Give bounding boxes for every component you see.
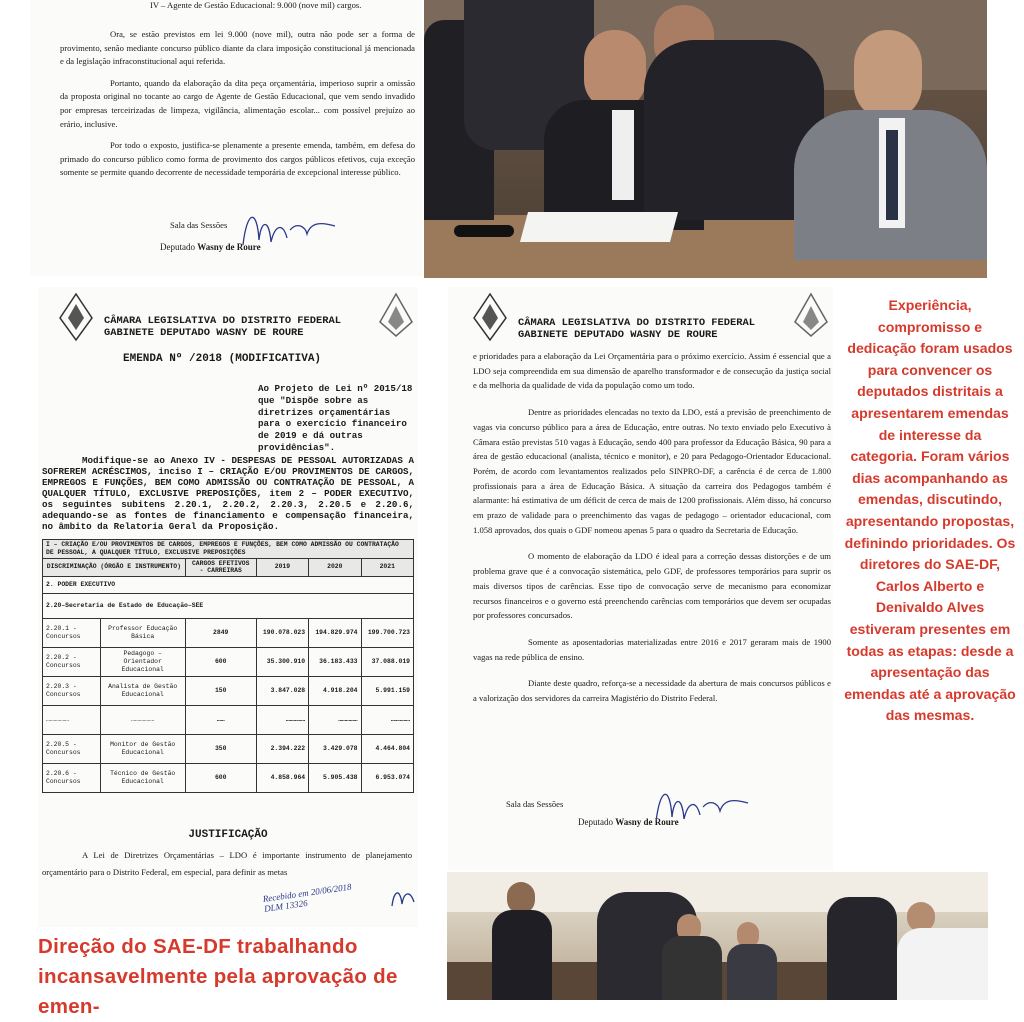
doc-paragraph: Dentre as prioridades elencadas no texto da LDO, está a previsão de preenchimento de vagas via concurso público para a área de Educação, entre outras. No texto enviado pelo Executivo à Câmara estão previstas 510 vagas à Educação, sendo 400 para professor da Educação Básica, 90 para a área de gestão educacional (analista, técnico e monitor), e 20 para Pedagogo-Orientador Educacional. Porém, de acordo com levantamentos realizados pelo SINPRO-DF, a carência é de cerca de 1.800 profissionais para a área de Educação Básica. A situação da carreira dos Pedagogos também é alarmante: há estimativa de um déficit de cerca de mais de 1200 profissionais. Além disso, há concurso em prazo de validade para o preenchimento das vagas de pedagogo – orientador educacional, com 1.058 aprovados, dos quais o GDF nomeou apenas 5 para o quadro da Secretaria de Educação. (473, 407, 831, 535)
row-cargo: Professor Educação Básica (100, 618, 185, 647)
column-header: 2021 (361, 558, 413, 577)
handwritten-initials (388, 882, 418, 912)
row-value-2019: 3.847.028 (256, 676, 308, 705)
row-quantity: 600 (185, 763, 256, 792)
column-header: 2020 (309, 558, 361, 577)
row-value-2021: 6.953.074 (361, 763, 413, 792)
row-value-2021: …………… (361, 705, 413, 734)
row-value-2021: 5.991.159 (361, 676, 413, 705)
document-page-top-left (30, 0, 422, 276)
row-value-2020: 194.829.974 (309, 618, 361, 647)
table-row (43, 763, 414, 792)
table-title: I – CRIAÇÃO E/OU PROVIMENTOS DE CARGOS, EMPREGOS E FUNÇÕES, BEM COMO ADMISSÃO OU CONTRATAÇÃO DE PESSOAL, A QUALQUER TÍTULO, EXCLUSIVE PREPOSIÇÕES (43, 540, 414, 559)
row-value-2020: 5.905.438 (309, 763, 361, 792)
signature-prefix: Deputado (160, 242, 195, 252)
column-header: 2019 (256, 558, 308, 577)
emenda-title: EMENDA Nº /2018 (MODIFICATIVA) (123, 353, 322, 365)
column-header: DISCRIMINAÇÃO (ÓRGÃO E INSTRUMENTO) (43, 558, 186, 577)
doc-closing: Sala das Sessões (170, 220, 228, 230)
institution-name: CÂMARA LEGISLATIVA DO DISTRITO FEDERAL (104, 315, 341, 327)
table-row (43, 676, 414, 705)
emenda-reference: Ao Projeto de Lei nº 2015/18 que "Dispõe sobre as diretrizes orçamentárias para o exercício financeiro de 2019 e dá outras providências". (258, 383, 413, 453)
row-value-2019: 2.394.222 (256, 734, 308, 763)
table-row (43, 647, 414, 676)
photo-deputies-reviewing-documents (424, 0, 987, 278)
row-item: 2.20.3 - Concursos (43, 676, 101, 705)
doc-closing: Sala das Sessões (506, 799, 564, 809)
handwritten-signature (648, 777, 758, 837)
row-cargo: Analista de Gestão Educacional (100, 676, 185, 705)
row-value-2021: 199.700.723 (361, 618, 413, 647)
doc-paragraph: e prioridades para a elaboração da Lei Orçamentária para o próximo exercício. Assim é essencial que a LDO seja compreendida em sua dimensão de aparelho transformador e de consecução da justiça social e da melhoria da qualidade de vida da população como um todo. (473, 351, 831, 391)
photo-meeting-room (447, 872, 988, 1000)
caption-bottom: Direção do SAE-DF trabalhando incansavelmente pela aprovação de emen- (38, 935, 398, 1018)
row-value-2019: …………… (256, 705, 308, 734)
row-quantity: 600 (185, 647, 256, 676)
document-page-justification (448, 287, 833, 870)
signature-prefix: Deputado (578, 817, 613, 827)
subsection-row: 2.20–Secretaria de Estado de Educação–SEE (43, 593, 414, 618)
emenda-body: Modifique-se ao Anexo IV - DESPESAS DE PESSOAL AUTORIZADAS A SOFREREM ACRÉSCIMOS, inciso I – CRIAÇÃO E/OU PROVIMENTOS DE CARGOS, EMPREGOS E FUNÇÕES, BEM COMO ADMISSÃO OU CONTRATAÇÃO DE PESSOAL, A QUALQUER TÍTULO, EXCLUSIVE PREPOSIÇÕES, item 2 – PODER EXECUTIVO, os seguintes subitens 2.20.1, 2.20.2, 2.20.3, 2.20.5 e 2.20.6, adequando-se as fontes de financiamento e compensação financeira, no âmbito da Relatoria Geral da Proposição. (42, 455, 414, 532)
chamber-logo (793, 292, 829, 338)
row-item: ……………… (43, 705, 101, 734)
justification-text: A Lei de Diretrizes Orçamentárias – LDO é importante instrumento de planejamento orçamentário para o Distrito Federal, em especial, para definir as metas (42, 850, 412, 877)
handwritten-signature (235, 200, 345, 260)
row-quantity: 350 (185, 734, 256, 763)
row-value-2019: 35.300.910 (256, 647, 308, 676)
doc-header-line: IV – Agente de Gestão Educacional: 9.000 (nove mil) cargos. (150, 0, 362, 10)
doc-paragraph: Diante deste quadro, reforça-se a necessidade da abertura de mais concursos públicos e a valorização dos servidores da carreira Magistério do Distrito Federal. (473, 678, 831, 704)
doc-paragraph: Por todo o exposto, justifica-se plenamente a presente emenda, também, em defesa do primado do concurso público como forma de provimento dos cargos públicos efetivos, cuja exceção somente se permite quando decorrente de necessidade temporária de excepcional interesse público. (60, 140, 415, 178)
row-quantity: 150 (185, 676, 256, 705)
doc-paragraph: Ora, se estão previstos em lei 9.000 (nove mil), outra não pode ser a forma de provimento, senão mediante concurso público diante da clara imposição constitucional já mencionada e da legislação infraconstitucional aqui referida. (60, 29, 415, 67)
budget-table-wrapper (42, 539, 414, 793)
signature-name: Wasny de Roure (615, 817, 679, 827)
coat-of-arms-logo (56, 292, 96, 342)
row-value-2021: 37.088.019 (361, 647, 413, 676)
doc-paragraph: Portanto, quando da elaboração da dita peça orçamentária, imperioso suprir a omissão da proposta original no tocante ao cargo de Agente de Gestão Educacional, que vem sendo invadido por empresas terceirizadas de limpeza, vigilância, alimentação escolar... com possível prejuízo ao erário, inclusive. (60, 77, 415, 129)
row-cargo: Pedagogo – Orientador Educacional (100, 647, 185, 676)
chamber-logo (378, 292, 414, 338)
row-quantity: …… (185, 705, 256, 734)
column-header: CARGOS EFETIVOS - CARREIRAS (185, 558, 256, 577)
row-item: 2.20.5 - Concursos (43, 734, 101, 763)
budget-table (42, 539, 414, 793)
coat-of-arms-logo (470, 292, 510, 342)
row-value-2019: 190.078.023 (256, 618, 308, 647)
document-page-emenda (38, 287, 418, 927)
row-value-2021: 4.464.804 (361, 734, 413, 763)
office-name: GABINETE DEPUTADO WASNY DE ROURE (518, 329, 718, 341)
row-value-2020: 4.918.204 (309, 676, 361, 705)
table-row (43, 618, 414, 647)
row-item: 2.20.1 - Concursos (43, 618, 101, 647)
table-row (43, 734, 414, 763)
row-item: 2.20.2 - Concursos (43, 647, 101, 676)
signature-name: Wasny de Roure (197, 242, 261, 252)
caption-right: Experiência, compromisso e dedicação foram usados para convencer os deputados distritais a apresentarem emendas de interesse da categoria. Foram vários dias acompanhando as emendas, discutindo, apresentando propostas, definindo prioridades. Os diretores do SAE-DF, Carlos Alberto e Denivaldo Alves estiveram presentes em todas as etapas: desde a apresentação das emendas até a aprovação das mesmas. (844, 297, 1016, 724)
row-value-2020: …………… (309, 705, 361, 734)
row-value-2019: 4.858.964 (256, 763, 308, 792)
justification-heading: JUSTIFICAÇÃO (188, 829, 268, 841)
institution-name: CÂMARA LEGISLATIVA DO DISTRITO FEDERAL (518, 317, 755, 329)
section-row: 2. PODER EXECUTIVO (43, 577, 414, 594)
doc-paragraph: O momento de elaboração da LDO é ideal para a correção dessas distorções e de um problema grave que é a convocação sistemática, pelo GDF, de professores temporários para suprir os mais diversos tipos de carências. Esse tipo de convocação serve de mecanismo para economizar recursos financeiros e o governo está preenchendo carências com temporários que devem ser ocupadas por professores concursados. (473, 551, 831, 621)
doc-paragraph: Somente as aposentadorias materializadas entre 2016 e 2017 geraram mais de 1900 vagas na rede pública de ensino. (473, 636, 831, 662)
office-name: GABINETE DEPUTADO WASNY DE ROURE (104, 327, 304, 339)
table-row (43, 705, 414, 734)
handwritten-received-note: Recebido em 20/06/2018 DLM 13326 (262, 881, 353, 914)
row-item: 2.20.6 - Concursos (43, 763, 101, 792)
row-cargo: ……………… (100, 705, 185, 734)
row-quantity: 2849 (185, 618, 256, 647)
row-value-2020: 36.183.433 (309, 647, 361, 676)
row-cargo: Monitor de Gestão Educacional (100, 734, 185, 763)
row-cargo: Técnico de Gestão Educacional (100, 763, 185, 792)
row-value-2020: 3.429.078 (309, 734, 361, 763)
